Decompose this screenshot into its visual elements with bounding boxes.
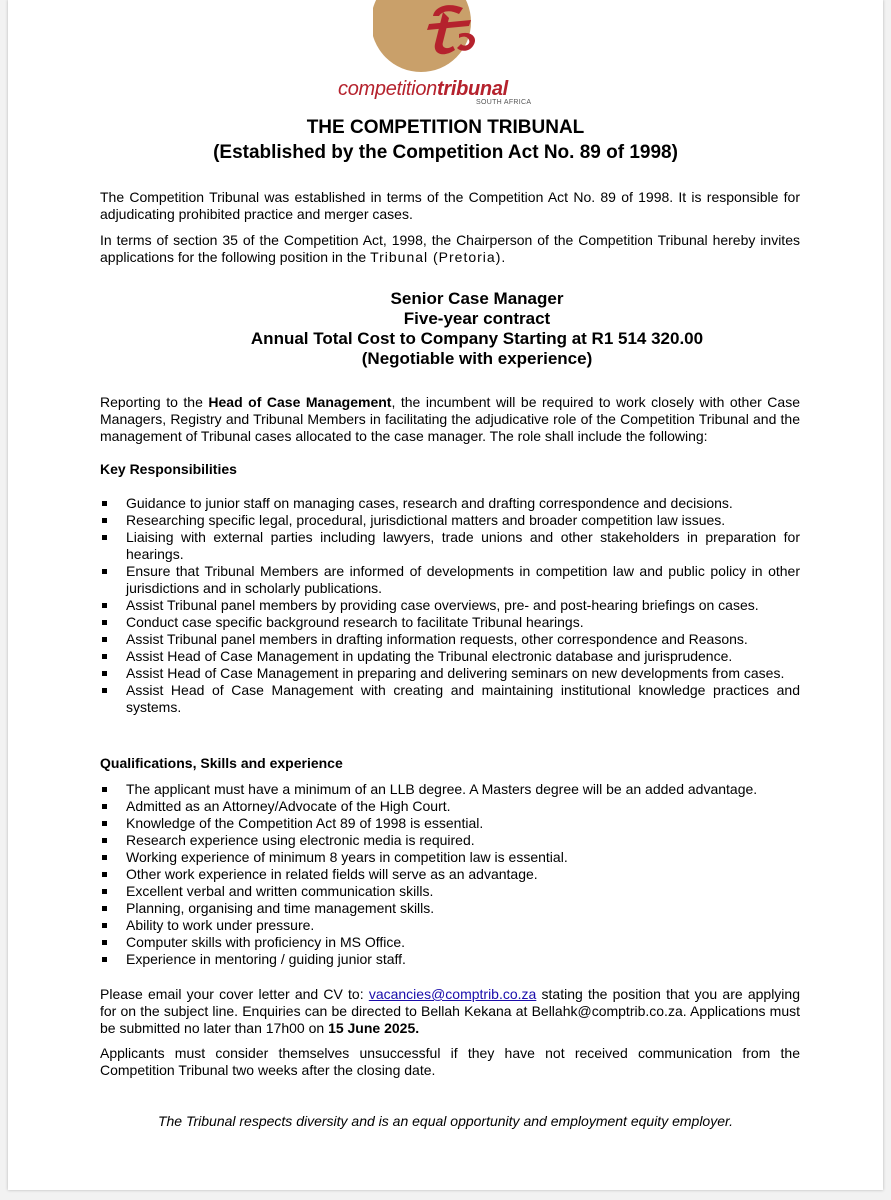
- list-item: Computer skills with proficiency in MS Office.: [100, 934, 800, 951]
- logo-country: SOUTH AFRICA: [476, 99, 532, 106]
- intro-paragraph-2: In terms of section 35 of the Competition Act, 1998, the Chairperson of the Competition Tribunal hereby invites applications for the following position in the Tribunal (Pretoria).: [100, 232, 800, 265]
- application-paragraph: Please email your cover letter and CV to: vacancies@comptrib.co.za stating the position that you are applying for on the subject line. Enquiries can be directed to Bellah Kekana at Bellahk@comptrib.co.za. Applications must be submitted no later than 17h00 on 15 June 2025.: [100, 986, 800, 1036]
- list-item: Working experience of minimum 8 years in competition law is essential.: [100, 849, 800, 866]
- position-title: Senior Case Manager: [390, 289, 564, 308]
- tribunal-logo-icon: [373, 0, 485, 72]
- list-item: Assist Head of Case Management with creating and maintaining institutional knowledge practices and systems.: [100, 682, 800, 716]
- list-item: Knowledge of the Competition Act 89 of 1998 is essential.: [100, 815, 800, 832]
- notice-paragraph: Applicants must consider themselves unsuccessful if they have not received communication from the Competition Tribunal two weeks after the closing date.: [100, 1045, 800, 1078]
- reporting-paragraph: Reporting to the Head of Case Management, the incumbent will be required to work closely with other Case Managers, Registry and Tribunal Members in facilitating the adjudicative role of the Competition Tribunal and the management of Tribunal cases allocated to the case manager. The role shall include the following:: [100, 394, 800, 444]
- intro-paragraph-1: The Competition Tribunal was established in terms of the Competition Act No. 89 of 1998. It is responsible for adjudicating prohibited practice and merger cases.: [100, 189, 800, 222]
- list-item: Planning, organising and time management skills.: [100, 900, 800, 917]
- equity-statement: The Tribunal respects diversity and is an equal opportunity and employment equity employer.: [157, 1113, 734, 1129]
- responsibilities-list: [100, 495, 800, 716]
- list-item: Guidance to junior staff on managing cases, research and drafting correspondence and decisions.: [100, 495, 800, 512]
- position-salary-note: (Negotiable with experience): [361, 349, 593, 368]
- list-item: Assist Head of Case Management in preparing and delivering seminars on new developments from cases.: [100, 665, 800, 682]
- list-item: Other work experience in related fields will serve as an advantage.: [100, 866, 800, 883]
- list-item: Liaising with external parties including lawyers, trade unions and other stakeholders in preparation for hearings.: [100, 529, 800, 563]
- document-page: [8, 0, 883, 1190]
- list-item: Research experience using electronic media is required.: [100, 832, 800, 849]
- list-item: Assist Head of Case Management in updating the Tribunal electronic database and jurisprudence.: [100, 648, 800, 665]
- list-item: Excellent verbal and written communication skills.: [100, 883, 800, 900]
- document-subtitle: (Established by the Competition Act No. 89 of 1998): [213, 142, 678, 163]
- email-link[interactable]: vacancies@comptrib.co.za: [368, 986, 537, 1002]
- position-salary: Annual Total Cost to Company Starting at R1 514 320.00: [250, 329, 704, 348]
- list-item: Conduct case specific background research to facilitate Tribunal hearings.: [100, 614, 800, 631]
- responsibilities-heading: Key Responsibilities: [100, 461, 237, 477]
- list-item: Assist Tribunal panel members in drafting information requests, other correspondence and Reasons.: [100, 631, 800, 648]
- list-item: Assist Tribunal panel members by providing case overviews, pre- and post-hearing briefings on cases.: [100, 597, 800, 614]
- list-item: Researching specific legal, procedural, jurisdictional matters and broader competition law issues.: [100, 512, 800, 529]
- list-item: Ensure that Tribunal Members are informed of developments in competition law and public policy in other jurisdictions and in scholarly publications.: [100, 563, 800, 597]
- document-title: THE COMPETITION TRIBUNAL: [306, 117, 585, 138]
- list-item: Admitted as an Attorney/Advocate of the High Court.: [100, 798, 800, 815]
- list-item: Experience in mentoring / guiding junior staff.: [100, 951, 800, 968]
- qualifications-heading: Qualifications, Skills and experience: [100, 755, 343, 771]
- list-item: The applicant must have a minimum of an LLB degree. A Masters degree will be an added advantage.: [100, 781, 800, 798]
- position-contract: Five-year contract: [403, 309, 551, 328]
- logo-wordmark: competitiontribunal: [338, 78, 508, 100]
- qualifications-list: [100, 781, 800, 968]
- list-item: Ability to work under pressure.: [100, 917, 800, 934]
